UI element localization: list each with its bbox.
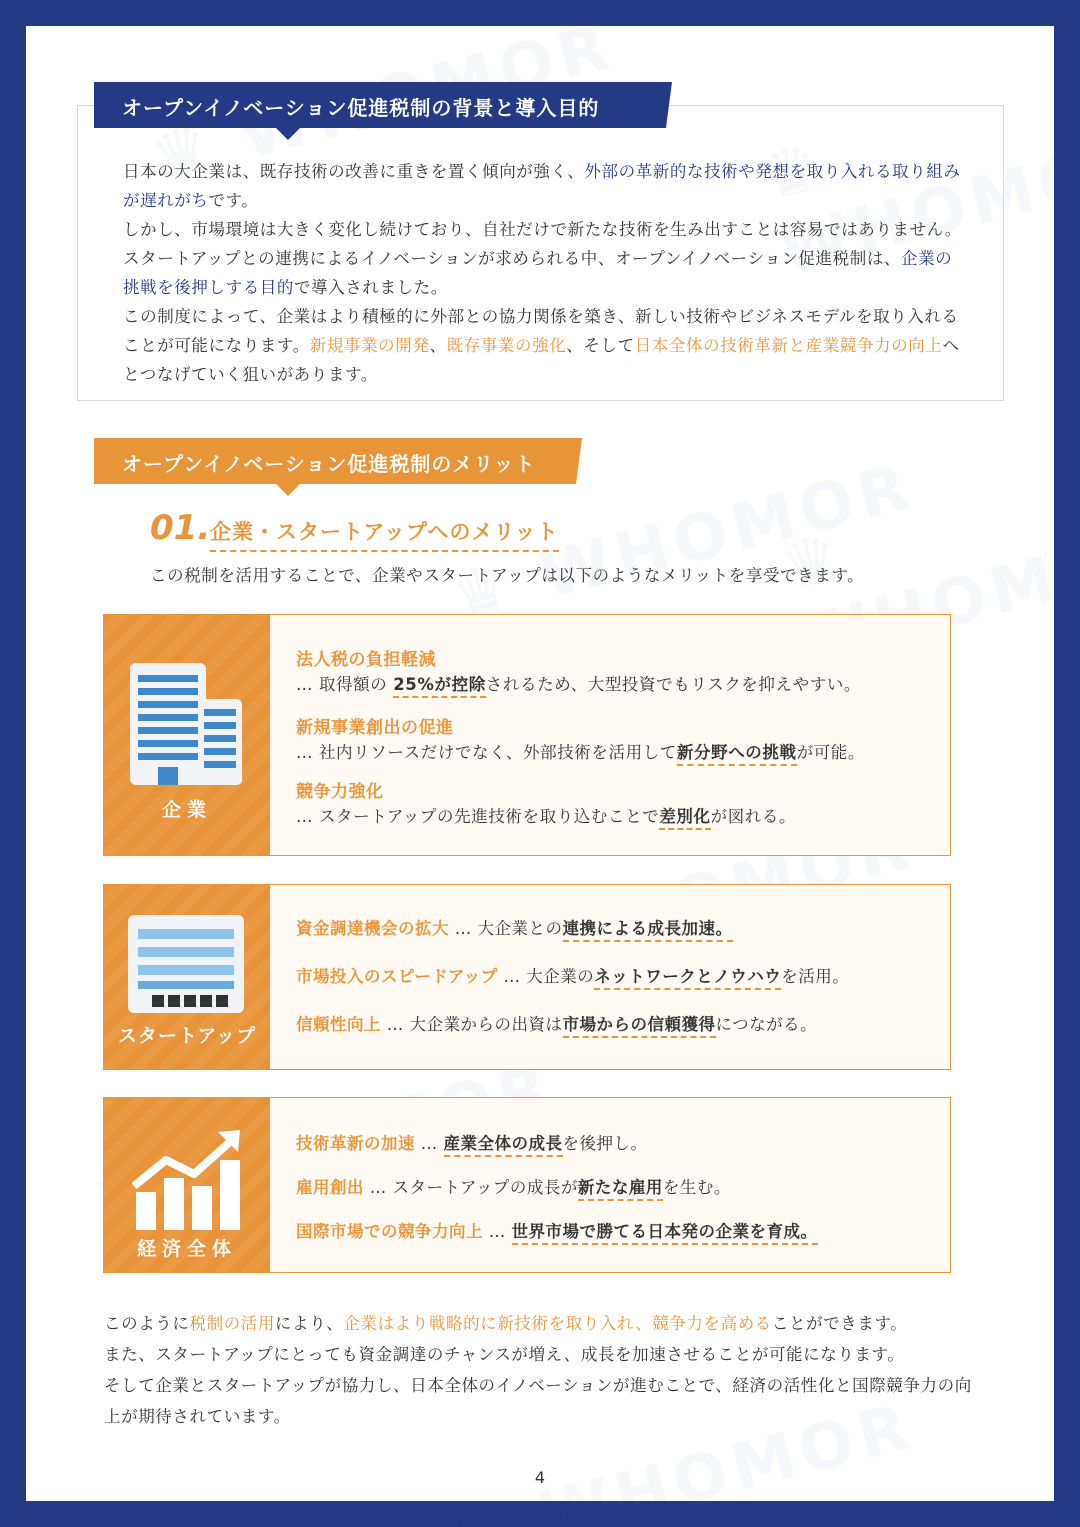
page: [26, 26, 1054, 1501]
economy-card: [103, 1097, 951, 1273]
benefit-line: 市場投入のスピードアップ … 大企業のネットワークとノウハウを活用。: [296, 963, 849, 987]
subsection-title: 企業・スタートアップへのメリット: [210, 516, 559, 552]
benefit-title: 競争力強化: [296, 782, 384, 802]
benefit-line: 雇用創出 … スタートアップの成長が新たな雇用を生む。: [296, 1174, 731, 1198]
section1-heading: オープンイノベーション促進税制の背景と導入目的: [88, 80, 678, 132]
growth-chart-icon: [132, 1130, 242, 1230]
benefit-line: 信頼性向上 … 大企業からの出資は市場からの信頼獲得につながる。: [296, 1011, 817, 1035]
card-label: スタートアップ: [117, 1025, 257, 1047]
startup-card: [103, 884, 951, 1070]
benefit-line: 技術革新の加速 … 産業全体の成長を後押し。: [296, 1130, 648, 1154]
benefit-title: 新規事業創出の促進: [296, 718, 454, 738]
card-label: 企業: [161, 799, 212, 821]
section1-text: 日本の大企業は、既存技術の改善に重きを置く傾向が強く、外部の革新的な技術や発想を取り入れる取り組みが遅れがちです。 しかし、市場環境は大きく変化し続けており、自社だけで新たな技術を生み出すことは容易ではありません。スタートアップとの連携によるイノベーションが求められる中、オープンイノベーション促進税制は、企業の挑戦を後押しする目的で導入されました。 この制度によって、企業はより積極的に外部との協力関係を築き、新しい技術やビジネスモデルを取り入れることが可能になります。新規事業の開発、既存事業の強化、そして日本全体の技術革新と産業競争力の向上へとつなげていく狙いがあります。: [123, 162, 962, 384]
benefit-title: 法人税の負担軽減: [296, 650, 436, 670]
closing-text: このように税制の活用により、企業はより戦略的に新技術を取り入れ、競争力を高めることができます。 また、スタートアップにとっても資金調達のチャンスが増え、成長を加速させることが可能になります。 そして企業とスタートアップが協力し、日本全体のイノベーションが進むことで、経済の活性化と国際競争力の向上が期待されています。: [104, 1314, 972, 1426]
company-card: [103, 614, 951, 856]
card-side-panel: [104, 615, 270, 855]
card-side-panel: [104, 885, 270, 1069]
card-label: 経済全体: [136, 1238, 237, 1260]
benefit-line: 国際市場での競争力向上 … 世界市場で勝てる日本発の企業を育成。: [296, 1218, 818, 1242]
startup-building-icon: [128, 915, 244, 1013]
benefit-line: 資金調達機会の拡大 … 大企業との連携による成長加速。: [296, 915, 733, 939]
benefit-description: … 取得額の 25%が控除されるため、大型投資でもリスクを抑えやすい。: [296, 671, 861, 695]
benefit-description: … スタートアップの先進技術を取り込むことで差別化が図れる。: [296, 803, 796, 827]
benefit-description: … 社内リソースだけでなく、外部技術を活用して新分野への挑戦が可能。: [296, 739, 865, 763]
section2-heading: オープンイノベーション促進税制のメリット: [88, 436, 588, 488]
section-number: 01.: [150, 508, 211, 548]
subsection-intro: この税制を活用することで、企業やスタートアップは以下のようなメリットを享受できます。: [150, 566, 865, 585]
card-side-panel: [104, 1098, 270, 1272]
page-number: 4: [534, 1468, 546, 1487]
office-building-icon: [130, 663, 242, 785]
